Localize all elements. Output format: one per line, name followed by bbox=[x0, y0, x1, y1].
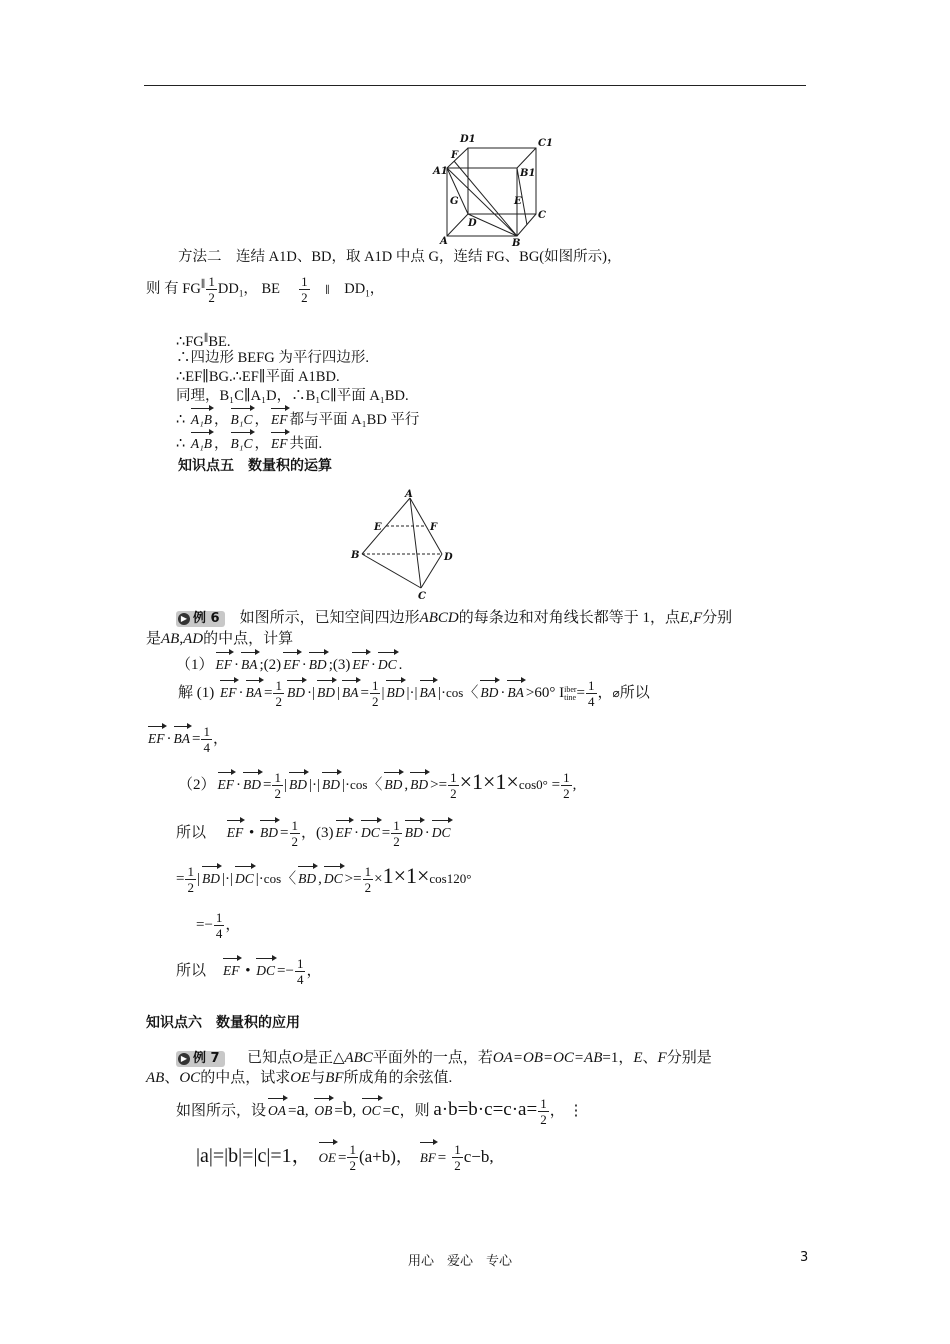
section6-title: 知识点六 数量积的应用 bbox=[146, 1015, 300, 1031]
header-rule bbox=[144, 85, 806, 86]
label-f: F bbox=[451, 150, 459, 161]
label-a1: A1 bbox=[433, 166, 448, 177]
step-5: ∴ A₁B ， B₁C ， EF 都与平面 A₁BD 平行 bbox=[176, 406, 419, 429]
parallel-equal-symbol: ∥ bbox=[200, 278, 206, 290]
step-2: ∴四边形 BEFG 为平行四边形. bbox=[176, 350, 369, 366]
label-a: A bbox=[405, 489, 413, 500]
tetrahedron-figure bbox=[348, 488, 460, 600]
example7-line1: ▶ 例 7 已知点O是正△ABC平面外的一点，若OA=OB=OC=AB=1，E、F分别是 bbox=[176, 1048, 712, 1068]
step-1: ∴FG∥BE. bbox=[176, 333, 231, 350]
label-g: G bbox=[450, 196, 459, 207]
label-c1: C1 bbox=[538, 138, 553, 149]
cube-figure bbox=[430, 130, 553, 249]
fraction: $\frac{1}{2}$ bbox=[301, 274, 308, 305]
solution-1: 解 (1) EF · BA = $\frac{1}{2}$ BD ·| BD | BA = $\frac{1}{2}$ | BD |·| BA |·cos〈 BD · BA >60° I iber tine = $\frac{1}{4}$ ，⌀所以 bbox=[178, 678, 650, 710]
fraction: $\frac{1}{2}$ bbox=[208, 274, 215, 305]
solution-3b: =− $\frac{1}{4}$ ， bbox=[196, 910, 241, 941]
solution-1b: EF · BA = $\frac{1}{4}$ ， bbox=[148, 724, 228, 756]
text: 则 有 FG bbox=[146, 280, 201, 297]
example-badge: ▶ 例 7 bbox=[176, 1051, 225, 1067]
example7-line2: AB、OC的中点，试求OE与BF所成角的余弦值. bbox=[146, 1070, 453, 1086]
label-f: F bbox=[430, 522, 438, 533]
method2-line1: 方法二 连结 A1D、BD，取 A1D 中点 G，连结 FG、BG(如图所示)， bbox=[178, 249, 622, 265]
step-3: ∴EF∥BG.∴EF∥平面 A1BD. bbox=[176, 369, 340, 385]
example6-questions: （1） EF · BA ;(2) EF · BD ;(3) EF · DC . bbox=[176, 650, 402, 675]
label-a: A bbox=[440, 236, 448, 247]
label-d: D bbox=[444, 552, 453, 563]
text: DD bbox=[217, 280, 239, 297]
play-icon: ▶ bbox=[178, 613, 190, 625]
label-b1: B1 bbox=[520, 168, 536, 179]
step-6: ∴ A₁B ， B₁C ， EF 共面. bbox=[176, 430, 322, 453]
label-b: B bbox=[351, 550, 360, 561]
example6-line1: ▶ 例 6 如图所示，已知空间四边形ABCD的每条边和对角线长都等于 1，点E,F分别 bbox=[176, 608, 732, 628]
example-badge: ▶ 例 6 bbox=[176, 611, 225, 627]
play-icon: ▶ bbox=[178, 1053, 190, 1065]
solution-3: = $\frac{1}{2}$ | BD |·| DC |·cos〈 BD , DC >= $\frac{1}{2}$ ×1×1×cos120° bbox=[176, 863, 472, 896]
example6-line2: 是AB,AD的中点，计算 bbox=[146, 631, 294, 647]
label-e: E bbox=[514, 196, 522, 207]
label-e: E bbox=[374, 522, 382, 533]
parallel-equal-symbol: ∥ bbox=[325, 284, 330, 296]
solution-2b: 所以 EF • BD = $\frac{1}{2}$ ，(3) EF · DC = $\frac{1}{2}$ BD · DC bbox=[176, 818, 451, 850]
step-4: 同理，B₁C∥A₁D，∴B₁C∥平面 A₁BD. bbox=[176, 388, 409, 404]
label-c: C bbox=[538, 210, 546, 221]
label-d1: D1 bbox=[460, 134, 476, 145]
page-number: 3 bbox=[800, 1250, 809, 1265]
footer-slogan: 用心 爱心 专心 bbox=[408, 1254, 513, 1269]
label-c: C bbox=[418, 591, 426, 602]
text: ， BE bbox=[243, 280, 281, 297]
label-b: B bbox=[512, 238, 521, 249]
text: DD bbox=[344, 280, 366, 297]
label-d: D bbox=[468, 218, 477, 229]
example7-norms: |a|=|b|=|c|=1， OE = $\frac{1}{2}$ (a+b)， BF = $\frac{1}{2}$ c−b, bbox=[196, 1141, 494, 1173]
section5-title: 知识点五 数量积的运算 bbox=[178, 458, 332, 474]
method2-line2: 则 有 FG∥ $\frac{1}{2}$ $DD_1$， BE $\frac{1}{2}$ ∥ $DD_1$， bbox=[146, 274, 385, 305]
solution-2: （2） EF · BD = $\frac{1}{2}$ | BD |·| BD |·cos〈 BD , BD >= $\frac{1}{2}$ ×1×1×cos0° = $\frac{1}{2}$ , bbox=[178, 769, 577, 802]
example7-setup: 如图所示，设 OA =a, OB =b, OC =c，则 a·b=b·c=c·a= $\frac{1}{2}$ ， ⋮ bbox=[176, 1096, 584, 1128]
solution-3c: 所以 EF • DC =− $\frac{1}{4}$ ， bbox=[176, 956, 322, 988]
